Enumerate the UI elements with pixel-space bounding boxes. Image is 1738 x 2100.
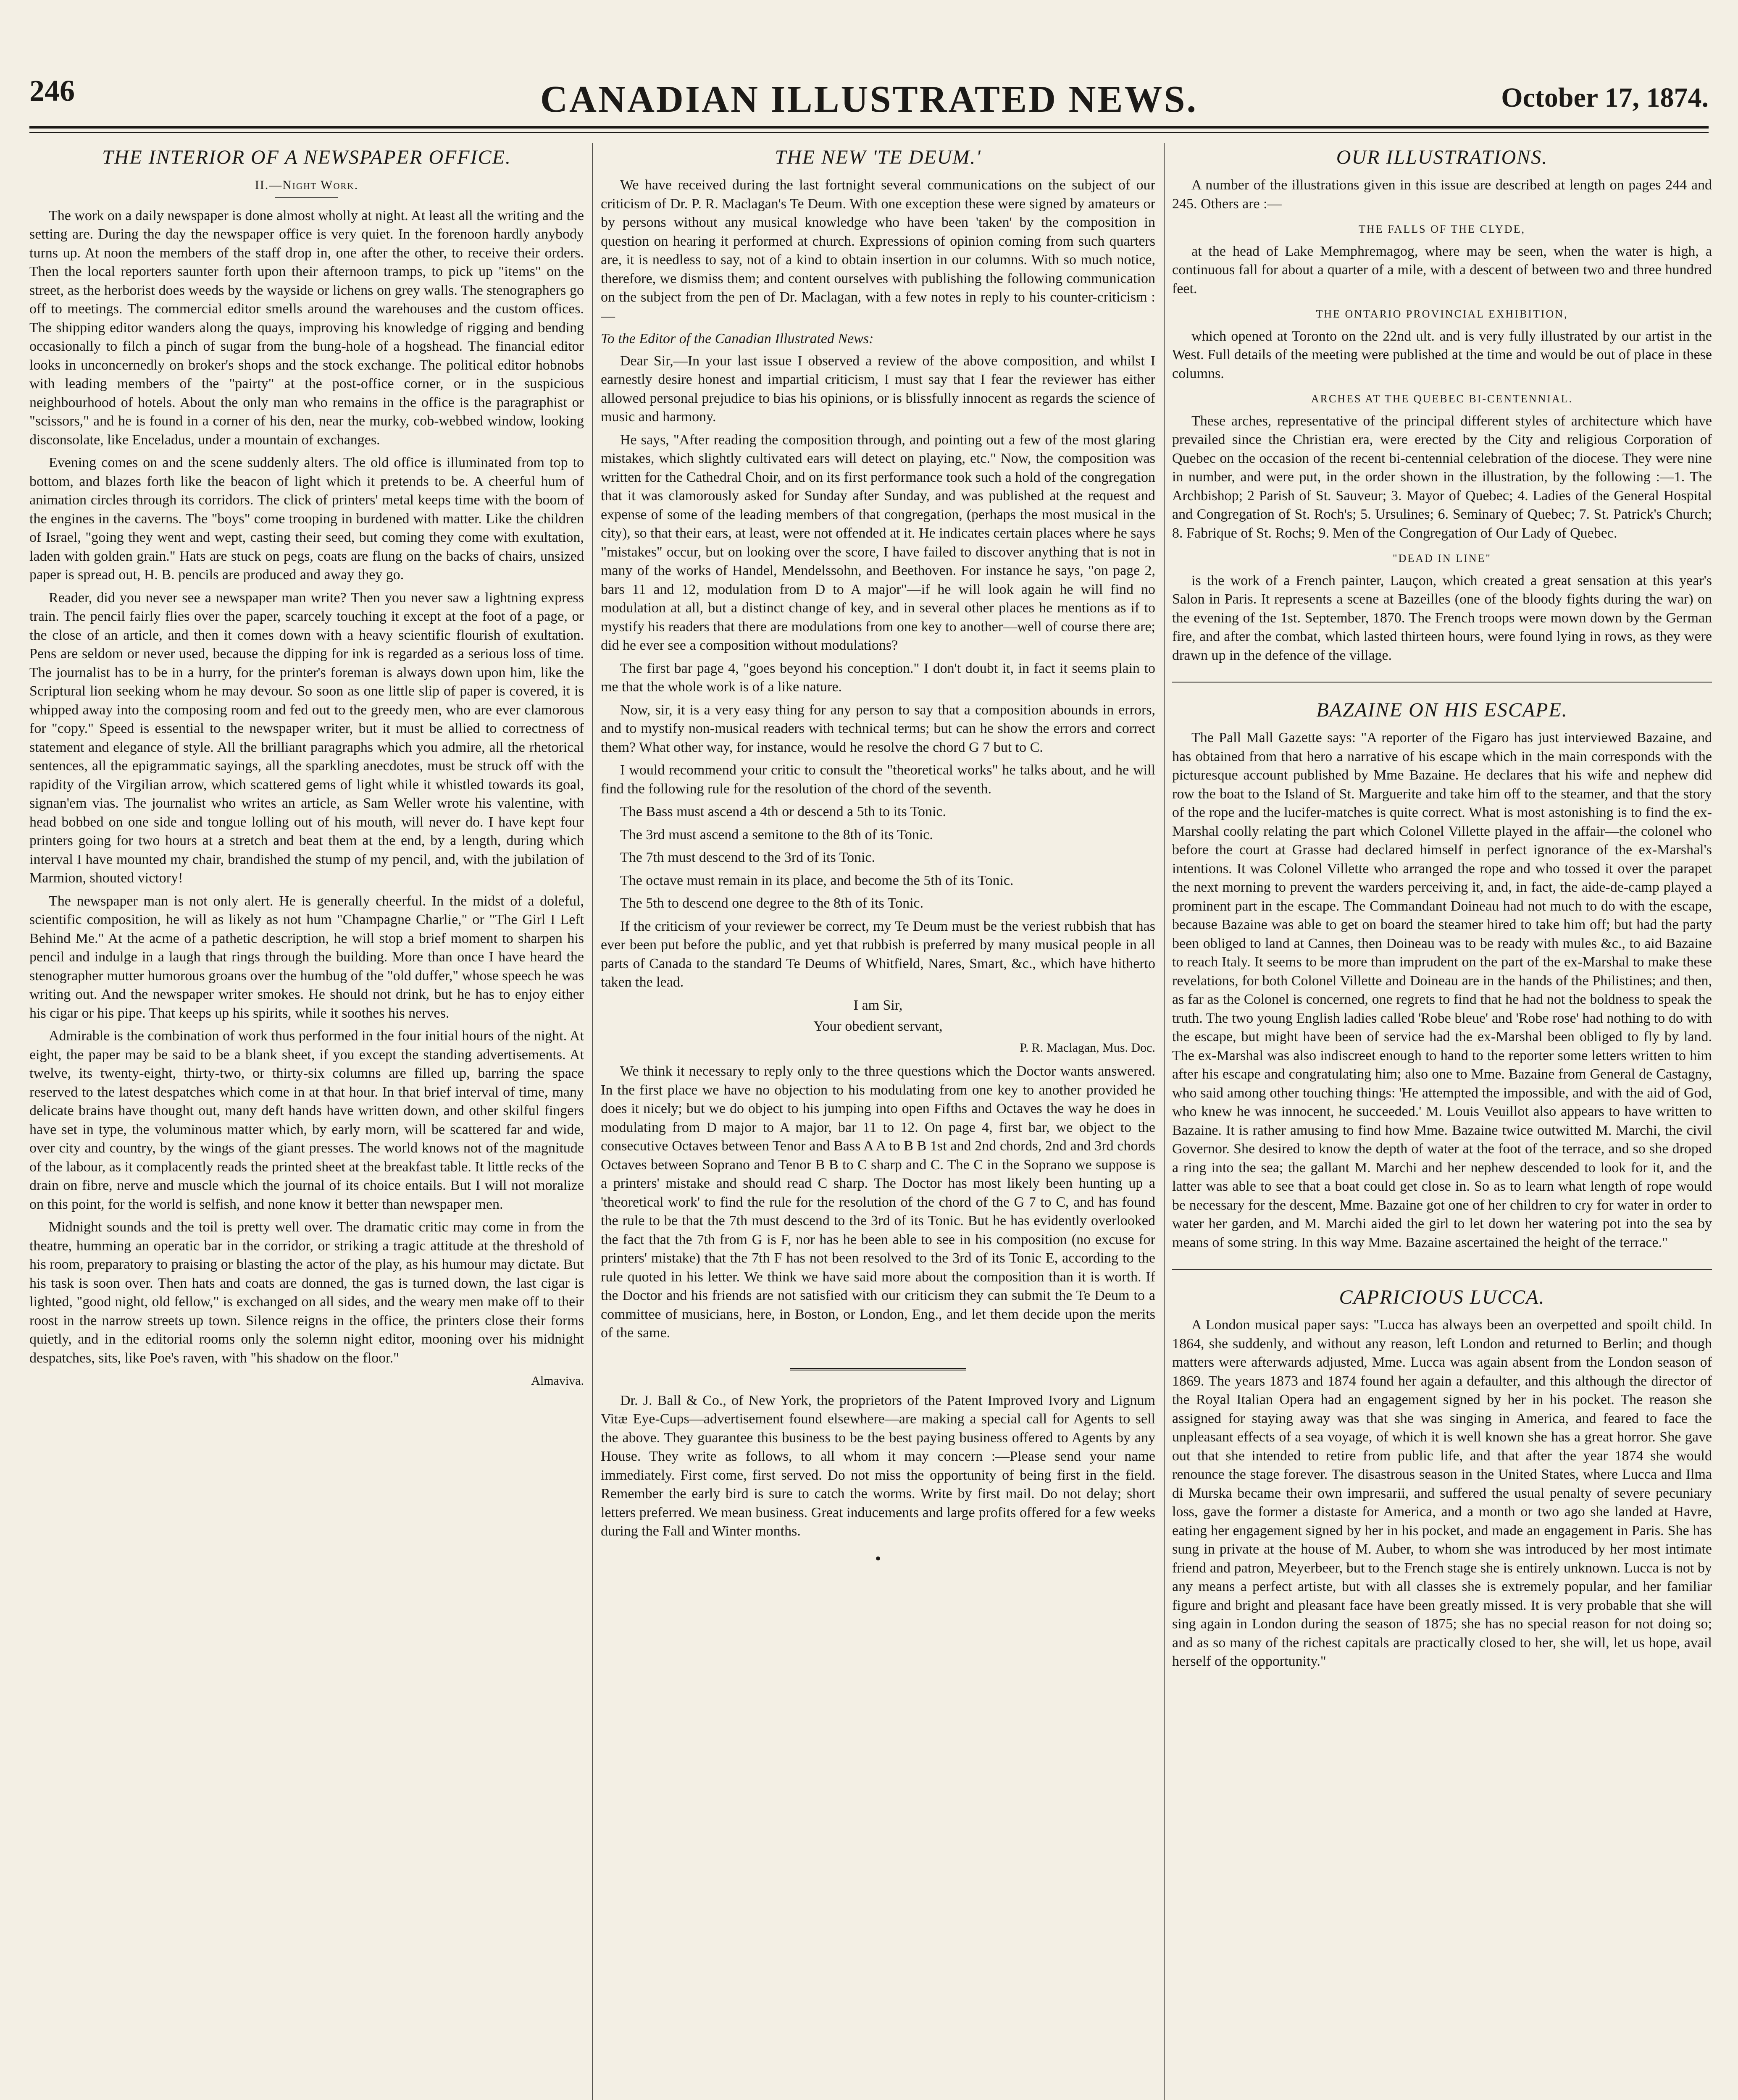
ornament-mark: • (875, 1549, 881, 1568)
letter-rule-item: The 5th to descend one degree to the 8th of its Tonic. (620, 895, 924, 911)
column-3 (1172, 145, 1712, 2100)
column-divider-2 (1164, 143, 1165, 2100)
letter-address: To the Editor of the Canadian Illustrated News: (601, 331, 874, 346)
letter-rule-item: The Bass must ascend a 4th or descend a 5th to its Tonic. (620, 804, 947, 819)
column-divider-1 (592, 143, 593, 2100)
newspaper-article-subheading: II.—Night Work. (255, 178, 359, 192)
newspaper-paragraph: Admirable is the combination of work thus performed in the four initial hours of the night. At eight, the paper may be said to be a blank sheet, if you except the standing advertisements. At twelve, its twenty-eight, thirty-two, or thirty-six columns are filled up, barring the space reserved to the latest despatches which come in at that hour. In that brief interval of time, many delicate brains have thought out, many deft hands have written down, and other skilful fingers have set in type, the voluminous matter which, by early morn, will be scattered far and wide, over city and country, by the wings of the giant presses. The world knows not of the magnitude of the labour, as it complacently reads the printed sheet at the breakfast table. It little recks of the drain on fibre, nerve and muscle which the journal of its choice entails. But I will not moralize on this point, for the world is selfish, and none know it better than newspaper men. (29, 1028, 584, 1212)
section-divider (1172, 1269, 1712, 1270)
newspaper-paragraph: Reader, did you never see a newspaper man write? Then you never saw a lightning express train. The pencil fairly flies over the paper, scarcely touching it except at the foot of a page, or the close of an article, and then it comes down with a heavy scientific flourish of exultation. Pens are seldom or never used, because the dipping for ink is regarded as a serious loss of time. The journalist has to be in a hurry, for the printer's foreman is always down upon him, like the Scriptural lion seeking whom he may devour. So soon as one little slip of paper is covered, it is whipped away into the composing room and fed out to the greedy men, who are ever clamorous for "copy." Speed is essential to the newspaper writer, but it must be allied to correctness of statement and elegance of style. All the brilliant paragraphs which you admire, all the rhetorical sentences, all the epigrammatic sayings, all the sparkling anecdotes, must be struck off with the rapidity of the Virgilian arrow, which scattered gems of light while it whistled towards its goal, signan'em vias. The journalist who writes an article, as Sam Weller wrote his valentine, with head bobbed on one side and tongue lolling out of his mouth, will never do. I have kept four printers going for two hours at a stretch and beat them at the end, by a length, during which interval I have mounted my chair, brandished the stump of my pencil, and, with the jubilation of Marmion, shouted victory! (29, 590, 584, 886)
illustrations-heading: OUR ILLUSTRATIONS. (1336, 146, 1548, 168)
letter-paragraph: The first bar page 4, "goes beyond his conception." I don't doubt it, in fact it seems plain to me that the whole work is of a like nature. (601, 660, 1155, 695)
issue-date: October 17, 1874. (1501, 82, 1709, 113)
letter-rule-item: The 3rd must ascend a semitone to the 8th of its Tonic. (620, 827, 933, 843)
letter-rule-item: The 7th must descend to the 3rd of its Tonic. (620, 850, 876, 865)
bazaine-text: The Pall Mall Gazette says: "A reporter of the Figaro has just interviewed Bazaine, and has obtained from that hero a narrative of his escape which in the main corresponds with the picturesque account published by Mme Bazaine. He declares that his wife and nephew did row the boat to the Island of St. Marguerite and take him off to the steamer, and that the story of the rope and the lucifer-matches is quite correct. What is most astonishing is to find the ex-Marshal coolly relating the part which Colonel Villette played in the affair—the colonel who before the court at Grasse had declared himself in perfect ignorance of the ex-Marshal's intentions. It was Colonel Villette who arranged the rope and who tossed it over the parapet the next morning to prevent the warders perceiving it, and, in fact, the aide-de-camp played a prominent part in the escape. The Commandant Doineau had not much to do with the escape, because Bazaine was able to get on board the steamer hired to take him off; but had the party been obliged to land at Cannes, then Doineau was to be ready with mules &c., to aid Bazaine to reach Italy. It seems to be more than imprudent on the part of the ex-Marshal to make these revelations, for both Colonel Villette and Doineau are in the hands of the Philistines; and then, as far as the Colonel is concerned, one regrets to find that he had not the boldness to speak the truth. The two young English ladies called 'Robe bleue' and 'Robe rose' had nothing to do with the escape, but might have been of service had the ex-Marshal been obliged to fly by land. The ex-Marshal was also indiscreet enough to hand to the reporter some letters written to him after his escape and congratulating him; also one to Mme. Bazaine from General de Castagny, who said among other touching things: 'He attempted the impossible, and with the aid of God, who knew he was innocent, he succeeded.' M. Louis Veuillot also appears to have written to Bazaine. It is rather amusing to find how Mme. Bazaine twice outwitted M. Marchi, the civil Governor. She desired to know the depth of water at the foot of the terrace, and so she droped a ring into the sea; the gallant M. Marchi and her nephew descended to look for it, and the latter was able to see that a boat could get close in. So as to learn what length of rope would be necessary for the descent, Mme. Bazaine got one of her children to cry for water in order to water her garden, and M. Marchi aided the girl to let down her watering pot into the sea by means of some string. In this way Mme. Bazaine ascertained the height of the terrace." (1172, 730, 1712, 1250)
heading-rule (275, 197, 338, 198)
lucca-heading: CAPRICIOUS LUCCA. (1339, 1286, 1545, 1308)
illustration-caption: "DEAD IN LINE" (1392, 552, 1492, 564)
illustration-text: is the work of a French painter, Lauçon, which created a great sensation at this year's Salon in Paris. It represents a scene at Bazeilles (one of the bloody fights during the war) on the evening of the 1st. September, 1870. The French troops were mown down by the German fire, and after the combat, which lasted thirteen hours, were found lying in rows, as they were drawn up in the defence of the village. (1172, 572, 1712, 663)
letter-paragraph: I would recommend your critic to consult the "theoretical works" he talks about, and he will find the following rule for the resolution of the chord of the seventh. (601, 762, 1155, 797)
te-deum-intro: We have received during the last fortnight several communications on the subject of our criticism of Dr. P. R. Maclagan's Te Deum. With one exception these were signed by amateurs or by persons without any musical knowledge who have been 'taken' by the composition in question on hearing it performed at church. Expressions of opinion coming from such quarters are, it is needless to say, not of a kind to obtain insertion in our columns. With so much notice, therefore, we dismiss them; and content ourselves with publishing the following communication on the subject from the pen of Dr. Maclagan, with a few notes in reply to his counter-criticism :— (601, 177, 1155, 324)
page-number: 246 (29, 74, 75, 108)
newspaper-paragraph: The work on a daily newspaper is done almost wholly at night. At least all the writing and the setting are. During the day the newspaper office is very quiet. In the forenoon hardly anybody turns up. At noon the members of the staff drop in, one after the other, to receive their orders. Then the local reporters saunter forth upon their afternoon tramps, to pick up "items" on the street, as the herborist does weeds by the wayside or lichens on grey walls. The stenographers go off to meetings. The commercial editor smells around the warehouses and the custom offices. The shipping editor wanders along the quays, improving his knowledge of rigging and bending occasionally to filch a pinch of sugar from the bung-hole of a hogshead. The financial editor looks in unconcernedly on broker's shops and the stock exchange. The political editor hobnobs with leading members of the "pairty" at the post-office corner, or in the suspicious neighbourhood of hotels. About the only man who remains in the office is the paragraphist or "scissors," and he is found in a corner of his den, near the murky, cob-webbed window, looking disconsolate, like Enceladus, under a mountain of exchanges. (29, 207, 584, 448)
letter-paragraph: He says, "After reading the composition through, and pointing out a few of the most glaring mistakes, which slightly cultivated ears will detect on playing, etc." Now, the composition was written for the Cathedral Choir, and on its first performance took such a hold of the congregation that it was clamorously asked for Sunday after Sunday, and was published at the request and expense of some of the leading members of that congregation, (perhaps the most musical in the city), so that their ears, at least, were not offended at it. He indicates certain places where he says "mistakes" occur, but on looking over the score, I have failed to discover anything that is not in many of the works of Handel, Mendelssohn, and Beethoven. For instance he says, "on page 2, bars 11 and 12, modulation from D to A major"—if he will look again he will find no modulation at all, but a distinct change of key, and in several other places he mentions as if to mystify his readers that there are modulations from one key to another—well of course there are; did he ever see a composition without modulations? (601, 432, 1155, 653)
letter-closing: I am Sir, (853, 997, 903, 1013)
illustration-text: These arches, representative of the principal different styles of architecture which have prevailed since the Christian era, were erected by the City and religious Corporation of Quebec on the occasion of the recent bi-centennial celebration of the diocese. They were nine in number, and were put, in the order shown in the illustration, by the following :—1. The Archbishop; 2 Parish of St. Sauveur; 3. Mayor of Quebec; 4. Ladies of the General Hospital and Congregation of St. Roch's; 5. Ursulines; 6. Seminary of Quebec; 7. St. Patrick's Church; 8. Fabrique of St. Rochs; 9. Men of the Congregation of Our Lady of Quebec. (1172, 413, 1712, 541)
newspaper-article-heading: THE INTERIOR OF A NEWSPAPER OFFICE. (102, 146, 511, 168)
newspaper-title: CANADIAN ILLUSTRATED NEWS. (540, 79, 1198, 120)
column-1 (29, 145, 584, 2100)
illustration-caption: THE ONTARIO PROVINCIAL EXHIBITION, (1316, 308, 1568, 320)
letter-paragraph: If the criticism of your reviewer be correct, my Te Deum must be the veriest rubbish that has ever been put before the public, and yet that rubbish is preferred by many musical people in all parts of Canada to the standard Te Deums of Whitfield, Nares, Smart, &c., which have hitherto taken the lead. (601, 918, 1155, 990)
illustration-caption: THE FALLS OF THE CLYDE, (1359, 223, 1525, 235)
letter-signature: P. R. Maclagan, Mus. Doc. (1020, 1040, 1155, 1055)
newspaper-article-signature: Almaviva. (531, 1374, 584, 1388)
section-divider (790, 1368, 966, 1370)
newspaper-paragraph: The newspaper man is not only alert. He is generally cheerful. In the midst of a doleful, scientific composition, he will as likely as not hum "Champagne Charlie," or "The Girl I Left Behind Me." At the acme of a pathetic description, he will stop a brief moment to sharpen his pencil and indulge in a laugh that rings through the building. More than once I have heard the stenographer mutter humorous groans over the humbug of the "old duffer," whose speech he was writing out. And the newspaper writer smokes. He should not drink, but he has to enjoy either his cigar or his pipe. That keeps up his spirits, while it soothes his nerves. (29, 893, 584, 1021)
letter-paragraph: Dear Sir,—In your last issue I observed a review of the above composition, and whilst I earnestly desire honest and impartial criticism, I must say that I fear the reviewer has either allowed personal prejudice to bias his opinions, or is blissfully innocent as regards the science of music and harmony. (601, 353, 1155, 425)
letter-paragraph: Now, sir, it is a very easy thing for any person to say that a composition abounds in errors, and to mystify non-musical readers with technical terms; but can he show the errors and correct them? What other way, for instance, would he resolve the chord G 7 but to C. (601, 702, 1155, 755)
illustrations-intro: A number of the illustrations given in this issue are described at length on pages 244 and 245. Others are :— (1172, 177, 1712, 212)
advertisement-notice: Dr. J. Ball & Co., of New York, the proprietors of the Patent Improved Ivory and Lignum Vitæ Eye-Cups—advertisement found elsewhere—are making a special call for Agents to sell the above. They guarantee this business to be the best paying business offered to Agents by any House. They write as follows, to all whom it may concern :—Please send your name immediately. First come, first served. Do not miss the opportunity of being first in the field. Remember the early bird is sure to catch the worms. Write by first mail. Do not delay; short letters preferred. We mean business. Great inducements and large profits offered for a few weeks during the Fall and Winter months. (601, 1392, 1155, 1539)
lucca-text: A London musical paper says: "Lucca has always been an overpetted and spoilt child. In 1864, she suddenly, and without any reason, left London and returned to Berlin; and though matters were afterwards adjusted, Mme. Lucca was again absent from the London season of 1869. The years 1873 and 1874 found her again a defaulter, and this although the director of the Royal Italian Opera had an engagement signed by her in his pocket. The reason she assigned for staying away was that she was singing in America, and feared to face the unpleasant effects of a sea voyage, of which it is well known she has a great horror. She gave out that she intended to retire from public life, and that after the year 1874 she would renounce the stage forever. The disastrous season in the United States, where Lucca and Ilma di Murska became their own impresarii, and suffered the usual penalty of severe pecuniary loss, gave the former a distaste for America, and a month or two ago she landed at Havre, eating her engagement signed by her in his pocket, and made an engagement in Paris. She has sung in private at the house of M. Auber, to whom she was introduced by her most intimate friend and patron, Meyerbeer, but to the French stage she is entirely unknown. Lucca is not by any means a perfect artiste, but with all classes she is extremely popular, and her familiar figure and bright and pleasant face have been greatly missed. It is very probable that she will sing again in London during the season of 1875; she has no special reason for not doing so; and as so many of the richest capitals are practically closed to her, she will, let us hope, avail herself of the opportunity." (1172, 1317, 1712, 1669)
masthead-rule (29, 126, 1709, 133)
te-deum-heading: THE NEW 'TE DEUM.' (775, 146, 981, 168)
illustration-caption: ARCHES AT THE QUEBEC BI-CENTENNIAL. (1311, 393, 1573, 405)
masthead (29, 0, 1709, 122)
bazaine-heading: BAZAINE ON HIS ESCAPE. (1316, 699, 1568, 721)
letter-rule-item: The octave must remain in its place, and become the 5th of its Tonic. (620, 872, 1014, 888)
editor-reply: We think it necessary to reply only to the three questions which the Doctor wants answered. In the first place we have no objection to his modulating from one key to another provided he does it nicely; but we do object to his jumping into open Fifths and Octaves the way he does in modulating from D major to A major, bar 11 to 12. On page 4, first bar, we object to the consecutive Octaves between Tenor and Bass A A to B B 1st and 2nd chords, 2nd and 3rd chords Octaves between Soprano and Tenor B B to C sharp and C. The C in the Soprano we suppose is a printers' mistake and should read C sharp. The Doctor has most likely been hunting up a 'theoretical work' to find the rule for the resolution of the chord of the G 7 to C, and has found the rule to be that the 7th must descend to the 3rd of its Tonic. But he has evidently overlooked the fact that the 7th from G is F, nor has he been able to see in his composition (no excuse for printers' mistake) that the 7th F has not been resolved to the 3rd of its Tonic E, according to the rule quoted in his letter. We think we have said more about the composition than it is worth. If the Doctor and his friends are not satisfied with our criticism they can submit the Te Deum to a committee of musicians, here, in Boston, or London, Eng., and let them decide upon the merits of the same. (601, 1063, 1155, 1341)
column-2 (601, 145, 1155, 2100)
illustration-text: at the head of Lake Memphremagog, where may be seen, when the water is high, a continuous fall for about a quarter of a mile, with a descent of between two and three hundred feet. (1172, 243, 1712, 297)
illustration-text: which opened at Toronto on the 22nd ult. and is very fully illustrated by our artist in the West. Full details of the meeting were published at the time and would be out of place in these columns. (1172, 328, 1712, 381)
letter-closing: Your obedient servant, (813, 1018, 943, 1034)
newspaper-paragraph: Midnight sounds and the toil is pretty well over. The dramatic critic may come in from the theatre, humming an operatic bar in the corridor, or striking a tragic attitude at the threshold of his room, preparatory to praising or blasting the actor of the play, as his humour may dictate. But his task is soon over. Then hats and coats are donned, the gas is turned down, the last cigar is lighted, "good night, old fellow," is exchanged on all sides, and the weary men make off to their roost in the narrow streets up town. Silence reigns in the office, the printers close their forms quietly, and in the editorial rooms only the solemn night editor, mooning over his midnight despatches, sits, like Poe's raven, with "his shadow on the floor." (29, 1219, 584, 1366)
newspaper-paragraph: Evening comes on and the scene suddenly alters. The old office is illuminated from top to bottom, and blazes forth like the beacon of light which it pretends to be. A cheerful hum of animation circles through its corridors. The click of printers' metal keeps time with the boom of the engines in the caverns. The "boys" come trooping in burdened with matter. Like the children of Israel, "going they went and wept, casting their seed, but coming they come with exultation, laden with golden grain." Hats are stuck on pegs, coats are flung on the backs of chairs, unsized paper is spread out, H. B. pencils are produced and away they go. (29, 455, 584, 583)
